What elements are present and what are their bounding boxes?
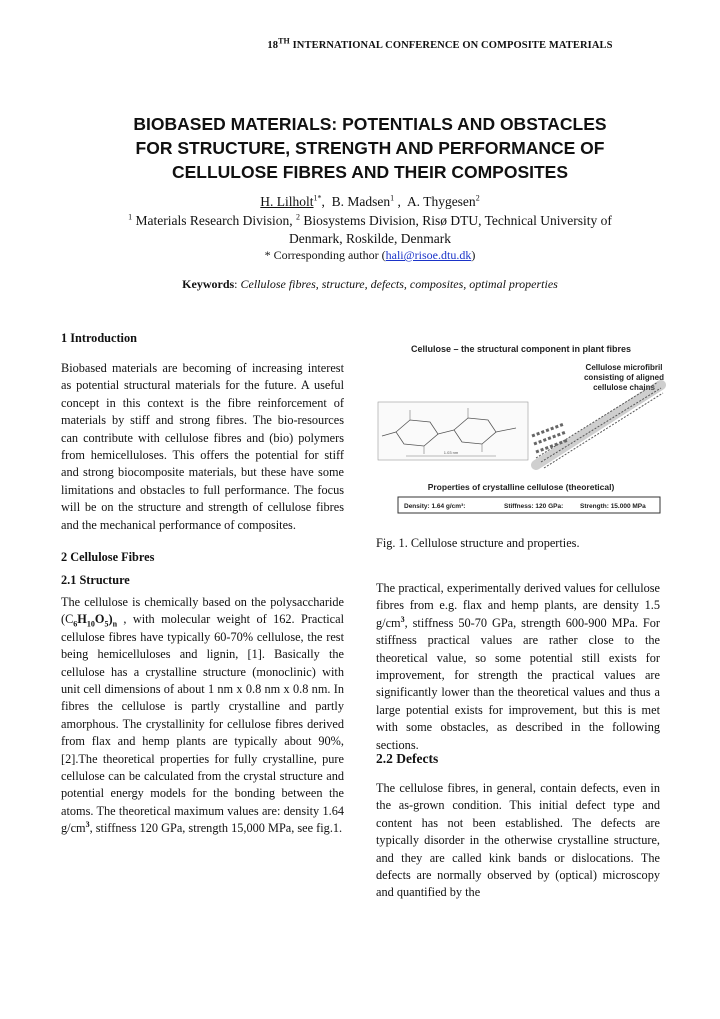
figure-1 [376, 340, 666, 525]
rp1-text-a: The practical, experimentally derived values for cellulose fibres from e.g. flax and hemp plants, are density 1.5 g/cm [376, 581, 660, 630]
section-2-1-paragraph [61, 594, 344, 838]
header-text: INTERNATIONAL CONFERENCE ON COMPOSITE MATERIALS [289, 40, 613, 51]
p1-close: ) [108, 612, 113, 627]
keywords [60, 277, 680, 292]
prop-strength: Strength: 15.000 MPa [580, 503, 646, 510]
title-line-3: CELLULOSE FIBRES AND THEIR COMPOSITES [171, 162, 569, 182]
aff-part-2: Biosystems Division, Risø DTU, Technical University of [299, 213, 612, 228]
corr-post: ) [471, 248, 476, 262]
aff-sup-2: 2 [295, 212, 300, 222]
corr-email-link[interactable]: hali@risoe.dtu.dk [385, 248, 472, 262]
section-2-1-heading: 2.1 Structure [61, 573, 130, 587]
keywords-label: Keywords [182, 277, 235, 291]
microfibril-label-2: consisting of aligned [583, 373, 665, 382]
figure-title: Cellulose – the structural component in plant fibres [410, 344, 632, 354]
author-2-sup: 1 [390, 193, 395, 203]
rp1-sup: 3 [400, 614, 405, 624]
p1-o: O [94, 612, 105, 627]
corresponding-author [60, 248, 680, 263]
keywords-sep: : [234, 277, 241, 291]
corr-pre: * Corresponding author ( [264, 248, 386, 262]
properties-title: Properties of crystalline cellulose (theoretical) [427, 482, 615, 492]
intro-heading: 1 Introduction [61, 331, 137, 345]
scale-label: 1.03 nm [443, 450, 459, 455]
prop-density: Density: 1.64 g/cm³: [404, 503, 466, 510]
running-header [0, 36, 720, 51]
practical-values-paragraph [376, 580, 660, 754]
author-3: A. Thygesen [406, 194, 476, 209]
author-2: B. Madsen [331, 194, 391, 209]
intro-paragraph: Biobased materials are becoming of increasing interest as potential structural materials for the future. A useful concept in this context is the fibre reinforcement of materials by stiff and strong fibres. The bio-resources can contribute with cellulose fibres and (bio) polymers from hemicelluloses. This offers the potential for stiff and strong biocomposite materials, but these have some limitations and obstacles to full performance. The focus will be on the structure and strength of cellulose fibres and the mechanical performance of composites. [61, 361, 344, 532]
title-line-1: BIOBASED MATERIALS: POTENTIALS AND OBSTACLES [133, 114, 607, 134]
paper-title [60, 112, 680, 184]
prop-stiffness: Stiffness: 120 GPa: [504, 503, 564, 510]
author-3-sup: 2 [475, 193, 480, 203]
section-2-heading: 2 Cellulose Fibres [61, 550, 155, 564]
cellulose-chain-diagram [378, 402, 528, 460]
p1-h: H [77, 612, 87, 627]
microfibril-label-1: Cellulose microfibril [585, 363, 663, 372]
defects-paragraph: The cellulose fibres, in general, contain defects, even in the as-grown condition. This initial defect type and content has not been established. The defects are typically disorder in the otherwise crystalline structure, and they are called kink bands or dislocations. The defects are normally observed by (optical) microscopy and quantified by the [376, 781, 660, 900]
p1-sub-10: 10 [86, 619, 95, 629]
keywords-items: Cellulose fibres, structure, defects, composites, optimal properties [240, 277, 558, 291]
aff-line-2: Denmark, Roskilde, Denmark [289, 231, 451, 246]
figure-caption: Fig. 1. Cellulose structure and properties. [376, 536, 580, 550]
p1-sub-5: 5 [104, 619, 109, 629]
p1-sub-n: n [112, 619, 118, 629]
author-1-sup: 1* [313, 193, 322, 203]
microfibril-bundle [532, 382, 663, 468]
aff-sup-1: 1 [128, 212, 133, 222]
rp1-text-b: , stiffness 50-70 GPa, strength 600-900 MPa. For stiffness practical values are rather close to the theoretical value, so some potential still exists for improvement, for strength the practical values are significantly lower than the theoretical values and thus a large potential exists for improvement, but this is met with some obstacles, as described in the following sections. [376, 615, 660, 752]
title-line-2: FOR STRUCTURE, STRENGTH AND PERFORMANCE OF [135, 138, 605, 158]
microfibril-label-3: cellulose chains [593, 383, 655, 392]
section-2-2-heading: 2.2 Defects [376, 751, 439, 766]
affiliations [80, 212, 660, 248]
header-sup: TH [278, 36, 290, 46]
author-list: H. Lilholt$^{1*}$, B. Madsen$^1$ , A. Thygesen$^2$ [260, 193, 480, 209]
p1-text-a: The cellulose is chemically based on the polysaccharide (C [61, 595, 344, 627]
p1-sup-3: 3 [85, 820, 90, 830]
author-1: H. Lilholt [260, 194, 314, 209]
header-number: 18 [267, 40, 279, 51]
p1-sub-6: 6 [73, 619, 78, 629]
p1-text-c: , stiffness 120 GPa, strength 15,000 MPa, see fig.1. [89, 821, 343, 836]
cellulose-structure-figure [376, 340, 666, 525]
p1-text-b: , with molecular weight of 162. Practical cellulose fibres have typically 60-70% cellulose, the rest being hemicelluloses and lignin, [1]. Basically the cellulose has a crystalline structure (monoclinic) with unit cell dimensions of about 1 nm x 0.8 nm x 0.8 nm. In fibres the cellulose is partly crystalline and partly amorphous. The crystallinity for cellulose fibres derived from flax and hemp plants are typically about 90%, [2].The theoretical properties for fully crystalline, pure cellulose can be calculated from the crystal structure and potential energy models for the bonding between the atoms. The theoretical maximum values are: density 1.64 g/cm [61, 612, 344, 836]
aff-part-1: Materials Research Division, [132, 213, 296, 228]
